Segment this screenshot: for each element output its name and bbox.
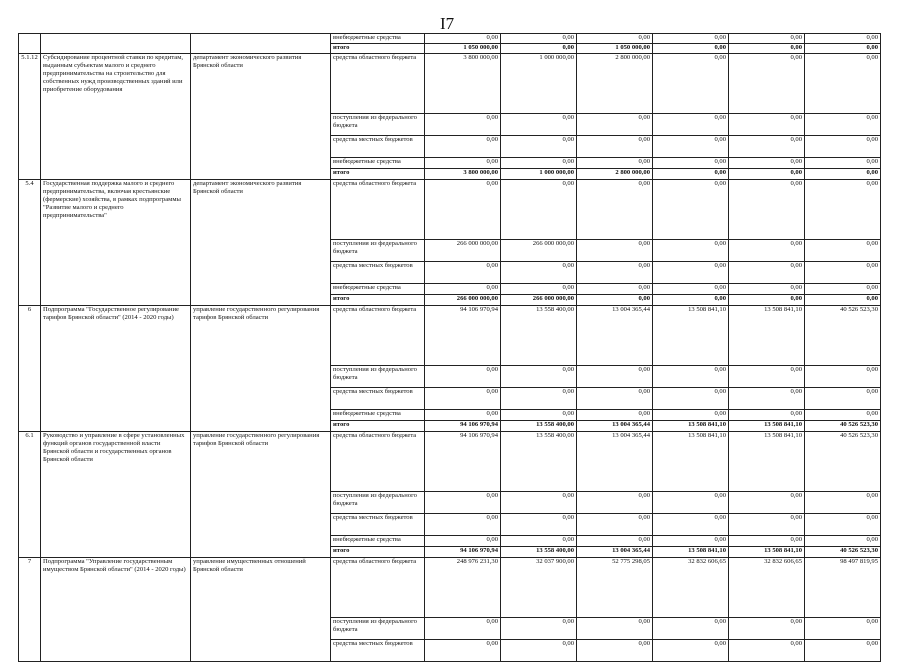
table-row [19,54,881,114]
amount-cell: 0,00 [577,388,653,410]
amount-cell: 13 508 841,10 [729,547,805,558]
source-label: средства областного бюджета [331,180,425,240]
amount-cell: 0,00 [653,536,729,547]
table-row [19,180,881,240]
amount-cell: 1 000 000,00 [501,169,577,180]
amount-cell: 0,00 [501,492,577,514]
amount-cell: 13 508 841,10 [729,306,805,366]
table-row [19,306,881,366]
amount-cell: 13 508 841,10 [653,432,729,492]
amount-cell: 0,00 [425,34,501,44]
amount-cell: 0,00 [729,410,805,421]
amount-cell: 0,00 [425,388,501,410]
amount-cell: 0,00 [729,618,805,640]
amount-cell: 0,00 [653,284,729,295]
amount-cell: 0,00 [577,410,653,421]
amount-cell: 0,00 [501,388,577,410]
amount-cell: 0,00 [577,536,653,547]
source-label: внебюджетные средства [331,536,425,547]
amount-cell: 0,00 [805,410,881,421]
amount-cell: 13 558 400,00 [501,547,577,558]
amount-cell: 0,00 [653,44,729,54]
amount-cell: 1 050 000,00 [577,44,653,54]
amount-cell: 0,00 [805,54,881,114]
amount-cell: 0,00 [805,262,881,284]
amount-cell: 0,00 [501,158,577,169]
amount-cell: 0,00 [805,514,881,536]
amount-cell: 0,00 [653,388,729,410]
source-label: средства областного бюджета [331,432,425,492]
amount-cell: 0,00 [653,295,729,306]
amount-cell: 94 106 970,94 [425,432,501,492]
amount-cell: 0,00 [425,284,501,295]
amount-cell: 0,00 [425,492,501,514]
amount-cell: 0,00 [501,618,577,640]
amount-cell: 32 832 606,65 [729,558,805,618]
amount-cell: 3 800 000,00 [425,169,501,180]
item-number: 5.4 [19,180,41,306]
amount-cell: 32 037 900,00 [501,558,577,618]
item-executor: департамент экономического развития Брянской области [191,54,331,180]
amount-cell: 3 800 000,00 [425,54,501,114]
source-label: поступления из федерального бюджета [331,492,425,514]
amount-cell: 0,00 [653,240,729,262]
amount-cell: 98 497 819,95 [805,558,881,618]
amount-cell: 13 508 841,10 [653,306,729,366]
amount-cell: 0,00 [501,180,577,240]
source-label: средства местных бюджетов [331,136,425,158]
amount-cell: 13 004 365,44 [577,547,653,558]
amount-cell: 0,00 [805,136,881,158]
source-label: итого [331,44,425,54]
source-label: поступления из федерального бюджета [331,366,425,388]
amount-cell: 0,00 [425,514,501,536]
amount-cell: 0,00 [729,158,805,169]
amount-cell: 0,00 [501,34,577,44]
amount-cell: 0,00 [653,114,729,136]
item-name: Подпрограмма "Управление государственным имуществом Брянской области" (2014 - 2020 годы) [41,558,191,662]
amount-cell: 0,00 [653,54,729,114]
item-name: Подпрограмма "Государственное регулирование тарифов Брянской области" (2014 - 2020 годы) [41,306,191,432]
amount-cell: 0,00 [577,514,653,536]
amount-cell: 13 004 365,44 [577,306,653,366]
amount-cell: 0,00 [729,240,805,262]
amount-cell: 0,00 [805,180,881,240]
amount-cell: 2 800 000,00 [577,54,653,114]
amount-cell: 94 106 970,94 [425,421,501,432]
source-label: средства местных бюджетов [331,262,425,284]
amount-cell: 0,00 [729,640,805,662]
amount-cell: 266 000 000,00 [425,240,501,262]
amount-cell: 0,00 [577,492,653,514]
table-row [19,34,881,44]
amount-cell: 0,00 [577,366,653,388]
amount-cell: 0,00 [729,284,805,295]
amount-cell: 0,00 [501,410,577,421]
item-name: Руководство и управление в сфере установленных функций органов государственной власти Брянской области и государственных органов Брянской области [41,432,191,558]
amount-cell: 0,00 [805,388,881,410]
amount-cell: 13 508 841,10 [653,547,729,558]
amount-cell: 40 526 523,30 [805,547,881,558]
amount-cell: 0,00 [805,169,881,180]
item-name: Государственная поддержка малого и среднего предпринимательства, включая крестьянские (фермерские) хозяйства, в рамках подпрограммы "Развитие малого и среднего предпринимательства" [41,180,191,306]
amount-cell: 0,00 [729,388,805,410]
amount-cell: 0,00 [653,640,729,662]
amount-cell: 0,00 [577,262,653,284]
amount-cell: 266 000 000,00 [425,295,501,306]
amount-cell: 0,00 [729,366,805,388]
source-label: поступления из федерального бюджета [331,618,425,640]
amount-cell: 13 558 400,00 [501,432,577,492]
amount-cell: 0,00 [577,158,653,169]
amount-cell: 266 000 000,00 [501,240,577,262]
amount-cell: 40 526 523,30 [805,432,881,492]
item-executor: управление имущественных отношений Брянской области [191,558,331,662]
amount-cell: 0,00 [805,366,881,388]
amount-cell: 0,00 [805,618,881,640]
item-number: 6.1 [19,432,41,558]
amount-cell: 94 106 970,94 [425,547,501,558]
amount-cell: 0,00 [577,240,653,262]
amount-cell: 0,00 [425,640,501,662]
source-label: внебюджетные средства [331,410,425,421]
item-executor: управление государственного регулирования тарифов Брянской области [191,306,331,432]
amount-cell: 0,00 [729,514,805,536]
amount-cell: 94 106 970,94 [425,306,501,366]
amount-cell: 2 800 000,00 [577,169,653,180]
amount-cell: 0,00 [501,136,577,158]
amount-cell: 0,00 [805,34,881,44]
amount-cell: 0,00 [501,114,577,136]
amount-cell: 52 775 298,05 [577,558,653,618]
amount-cell: 0,00 [425,536,501,547]
amount-cell: 0,00 [653,169,729,180]
amount-cell: 0,00 [805,492,881,514]
source-label: итого [331,547,425,558]
amount-cell: 0,00 [653,366,729,388]
amount-cell: 0,00 [729,180,805,240]
amount-cell: 1 000 000,00 [501,54,577,114]
cell-empty [41,34,191,54]
amount-cell: 0,00 [805,284,881,295]
amount-cell: 13 508 841,10 [653,421,729,432]
amount-cell: 0,00 [653,514,729,536]
amount-cell: 0,00 [805,240,881,262]
amount-cell: 0,00 [425,366,501,388]
source-label: поступления из федерального бюджета [331,240,425,262]
amount-cell: 0,00 [805,114,881,136]
amount-cell: 0,00 [805,640,881,662]
amount-cell: 0,00 [805,536,881,547]
amount-cell: 0,00 [501,640,577,662]
amount-cell: 0,00 [577,114,653,136]
amount-cell: 0,00 [729,492,805,514]
amount-cell: 0,00 [501,262,577,284]
amount-cell: 0,00 [729,34,805,44]
amount-cell: 13 004 365,44 [577,421,653,432]
source-label: средства областного бюджета [331,54,425,114]
amount-cell: 0,00 [653,34,729,44]
budget-table-body [19,34,881,662]
amount-cell: 0,00 [501,44,577,54]
budget-table [18,33,881,662]
page-number: I7 [440,14,455,33]
amount-cell: 0,00 [501,284,577,295]
amount-cell: 0,00 [729,136,805,158]
amount-cell: 0,00 [729,169,805,180]
amount-cell: 0,00 [653,262,729,284]
item-name: Субсидирование процентной ставки по кредитам, выданным субъектам малого и среднего предпринимательства на строительство для собственных нужд производственных зданий или приобретение оборудования [41,54,191,180]
amount-cell: 266 000 000,00 [501,295,577,306]
amount-cell: 0,00 [425,180,501,240]
table-row [19,432,881,492]
amount-cell: 1 050 000,00 [425,44,501,54]
source-label: средства местных бюджетов [331,640,425,662]
item-number: 6 [19,306,41,432]
source-label: средства местных бюджетов [331,514,425,536]
amount-cell: 32 832 606,65 [653,558,729,618]
item-number: 7 [19,558,41,662]
amount-cell: 248 976 231,30 [425,558,501,618]
amount-cell: 0,00 [501,536,577,547]
amount-cell: 0,00 [501,514,577,536]
table-row [19,558,881,618]
amount-cell: 0,00 [653,410,729,421]
amount-cell: 0,00 [653,158,729,169]
amount-cell: 0,00 [501,366,577,388]
amount-cell: 0,00 [425,114,501,136]
amount-cell: 0,00 [653,136,729,158]
amount-cell: 0,00 [729,54,805,114]
amount-cell: 0,00 [729,44,805,54]
source-label: внебюджетные средства [331,34,425,44]
amount-cell: 0,00 [577,136,653,158]
amount-cell: 0,00 [577,295,653,306]
amount-cell: 0,00 [425,158,501,169]
item-executor: департамент экономического развития Брянской области [191,180,331,306]
cell-empty [19,34,41,54]
source-label: итого [331,169,425,180]
amount-cell: 0,00 [729,295,805,306]
item-executor: управление государственного регулирования тарифов Брянской области [191,432,331,558]
amount-cell: 0,00 [425,618,501,640]
amount-cell: 0,00 [577,180,653,240]
amount-cell: 40 526 523,30 [805,421,881,432]
amount-cell: 13 508 841,10 [729,421,805,432]
amount-cell: 0,00 [729,262,805,284]
source-label: внебюджетные средства [331,158,425,169]
amount-cell: 0,00 [653,618,729,640]
amount-cell: 0,00 [653,492,729,514]
source-label: поступления из федерального бюджета [331,114,425,136]
item-number: 5.1.12 [19,54,41,180]
amount-cell: 13 558 400,00 [501,421,577,432]
amount-cell: 13 508 841,10 [729,432,805,492]
amount-cell: 0,00 [729,536,805,547]
amount-cell: 0,00 [805,295,881,306]
amount-cell: 0,00 [805,158,881,169]
amount-cell: 0,00 [577,618,653,640]
source-label: итого [331,421,425,432]
source-label: внебюджетные средства [331,284,425,295]
source-label: средства областного бюджета [331,558,425,618]
amount-cell: 0,00 [425,136,501,158]
amount-cell: 0,00 [805,44,881,54]
amount-cell: 0,00 [729,114,805,136]
source-label: итого [331,295,425,306]
amount-cell: 40 526 523,30 [805,306,881,366]
source-label: средства местных бюджетов [331,388,425,410]
amount-cell: 0,00 [577,284,653,295]
amount-cell: 0,00 [425,262,501,284]
amount-cell: 0,00 [653,180,729,240]
cell-empty [191,34,331,54]
amount-cell: 13 558 400,00 [501,306,577,366]
source-label: средства областного бюджета [331,306,425,366]
amount-cell: 0,00 [577,640,653,662]
amount-cell: 0,00 [577,34,653,44]
amount-cell: 0,00 [425,410,501,421]
amount-cell: 13 004 365,44 [577,432,653,492]
